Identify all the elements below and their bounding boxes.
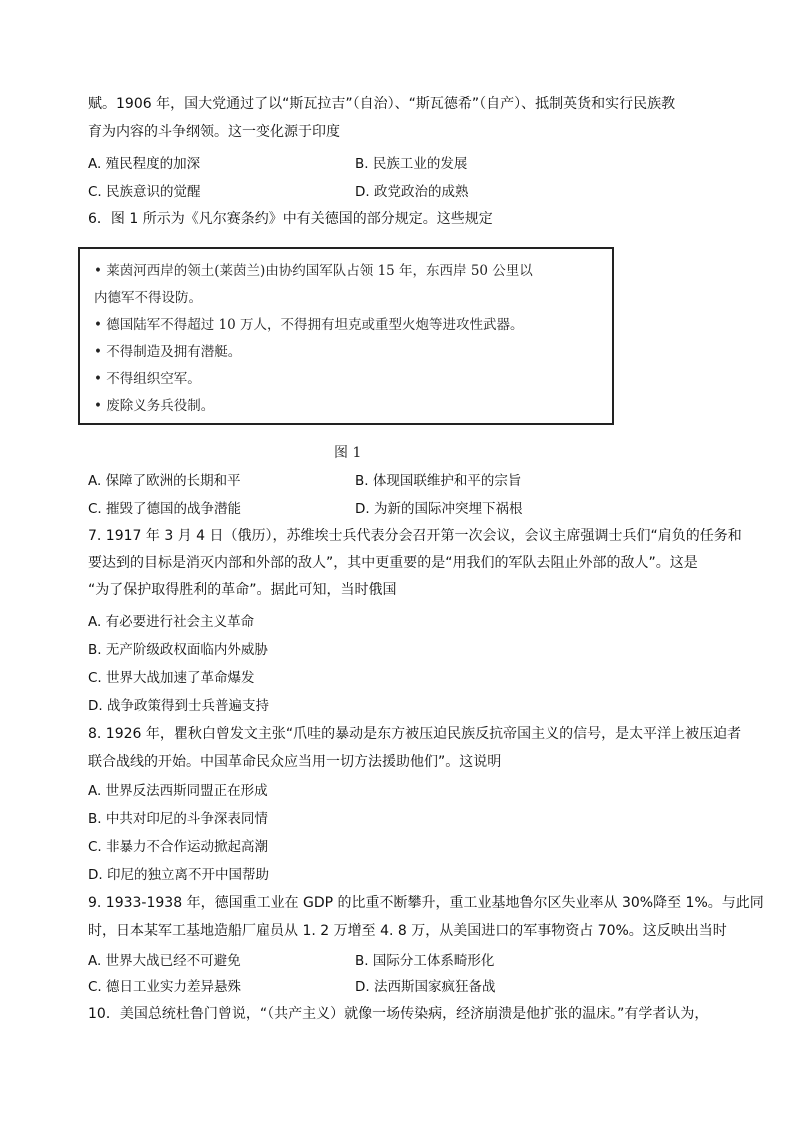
q7-stem-line-2: 要达到的目标是消灭内部和外部的敌人”，其中更重要的是“用我们的军队去阻止外部的敌人”。这是 xyxy=(88,555,698,571)
q6-figure-box xyxy=(78,247,614,425)
q6-option-d: D. 为新的国际冲突埋下祸根 xyxy=(355,501,523,517)
q6-figure-line-5: • 不得组织空军。 xyxy=(94,371,201,387)
q9-stem-line-2: 时，日本某军工基地造船厂雇员从 1. 2 万增至 4. 8 万，从美国进口的军事物资占 70%。这反映出当时 xyxy=(88,923,727,939)
q5-option-b: B. 民族工业的发展 xyxy=(355,156,468,172)
q6-figure-line-3: • 德国陆军不得超过 10 万人，不得拥有坦克或重型火炮等进攻性武器。 xyxy=(94,317,524,333)
q6-figure-line-4: • 不得制造及拥有潜艇。 xyxy=(94,344,242,360)
q5-stem-line-1: 赋。1906 年，国大党通过了以“斯瓦拉吉”（自治）、“斯瓦德希”（自产）、抵制英货和实行民族教 xyxy=(88,96,676,112)
q8-option-a: A. 世界反法西斯同盟正在形成 xyxy=(88,783,268,799)
q9-option-b: B. 国际分工体系畸形化 xyxy=(355,953,495,969)
q9-option-a: A. 世界大战已经不可避免 xyxy=(88,953,241,969)
q5-option-a: A. 殖民程度的加深 xyxy=(88,156,201,172)
q9-option-d: D. 法西斯国家疯狂备战 xyxy=(355,979,496,995)
q6-figure-line-6: • 废除义务兵役制。 xyxy=(94,398,215,414)
q6-option-b: B. 体现国联维护和平的宗旨 xyxy=(355,473,522,489)
q8-stem-line-2: 联合战线的开始。中国革命民众应当用一切方法援助他们”。这说明 xyxy=(88,754,502,770)
q6-option-a: A. 保障了欧洲的长期和平 xyxy=(88,473,241,489)
q8-stem-line-1: 8. 1926 年，瞿秋白曾发文主张“爪哇的暴动是东方被压迫民族反抗帝国主义的信号，是太平洋上被压迫者 xyxy=(88,726,742,742)
q6-stem: 6．图 1 所示为《凡尔赛条约》中有关德国的部分规定。这些规定 xyxy=(88,211,493,227)
q7-stem-line-1: 7. 1917 年 3 月 4 日（俄历），苏维埃士兵代表分会召开第一次会议，会议主席强调士兵们“肩负的任务和 xyxy=(88,528,742,544)
q8-option-b: B. 中共对印尼的斗争深表同情 xyxy=(88,811,268,827)
q7-stem-line-3: “为了保护取得胜利的革命”。据此可知，当时俄国 xyxy=(88,582,397,598)
q8-option-c: C. 非暴力不合作运动掀起高潮 xyxy=(88,839,269,855)
q6-option-c: C. 摧毁了德国的战争潜能 xyxy=(88,501,242,517)
q6-figure-line-1: • 莱茵河西岸的领土(莱茵兰)由协约国军队占领 15 年，东西岸 50 公里以 xyxy=(94,263,533,279)
q7-option-c: C. 世界大战加速了革命爆发 xyxy=(88,670,255,686)
q5-option-d: D. 政党政治的成熟 xyxy=(355,184,469,200)
q9-stem-line-1: 9. 1933-1938 年，德国重工业在 GDP 的比重不断攀升，重工业基地鲁尔区失业率从 30%降至 1%。与此同 xyxy=(88,895,764,911)
q7-option-b: B. 无产阶级政权面临内外威胁 xyxy=(88,642,268,658)
q6-figure-caption: 图 1 xyxy=(334,445,362,461)
q5-option-c: C. 民族意识的觉醒 xyxy=(88,184,201,200)
q7-option-d: D. 战争政策得到士兵普遍支持 xyxy=(88,698,269,714)
q6-figure-line-2: 内德军不得设防。 xyxy=(94,290,202,306)
q8-option-d: D. 印尼的独立离不开中国帮助 xyxy=(88,867,269,883)
q10-stem-line-1: 10．美国总统杜鲁门曾说，“（共产主义）就像一场传染病，经济崩溃是他扩张的温床。”有学者认为， xyxy=(88,1006,709,1022)
q7-option-a: A. 有必要进行社会主义革命 xyxy=(88,614,255,630)
q9-option-c: C. 德日工业实力差异悬殊 xyxy=(88,979,242,995)
q5-stem-line-2: 育为内容的斗争纲领。这一变化源于印度 xyxy=(88,124,340,140)
